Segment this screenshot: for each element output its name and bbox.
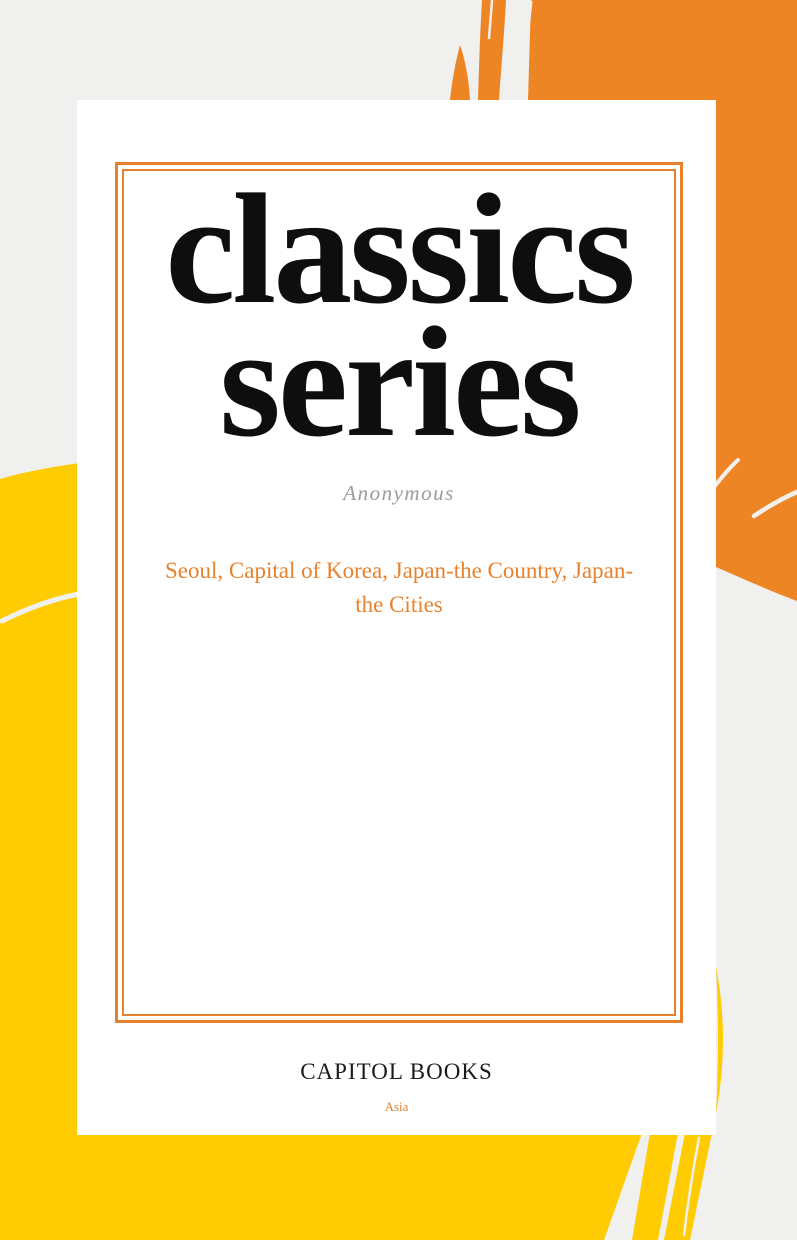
region-label: Asia: [384, 1099, 409, 1114]
publisher-name: CAPITOL BOOKS: [300, 1059, 493, 1084]
author-name: Anonymous: [343, 481, 455, 506]
book-subtitle: Seoul, Capital of Korea, Japan-the Country, Japan-the Cities: [165, 558, 633, 617]
cover-content: [115, 162, 683, 1023]
book-title: classics series: [165, 162, 633, 470]
cover-card: [77, 100, 716, 1135]
